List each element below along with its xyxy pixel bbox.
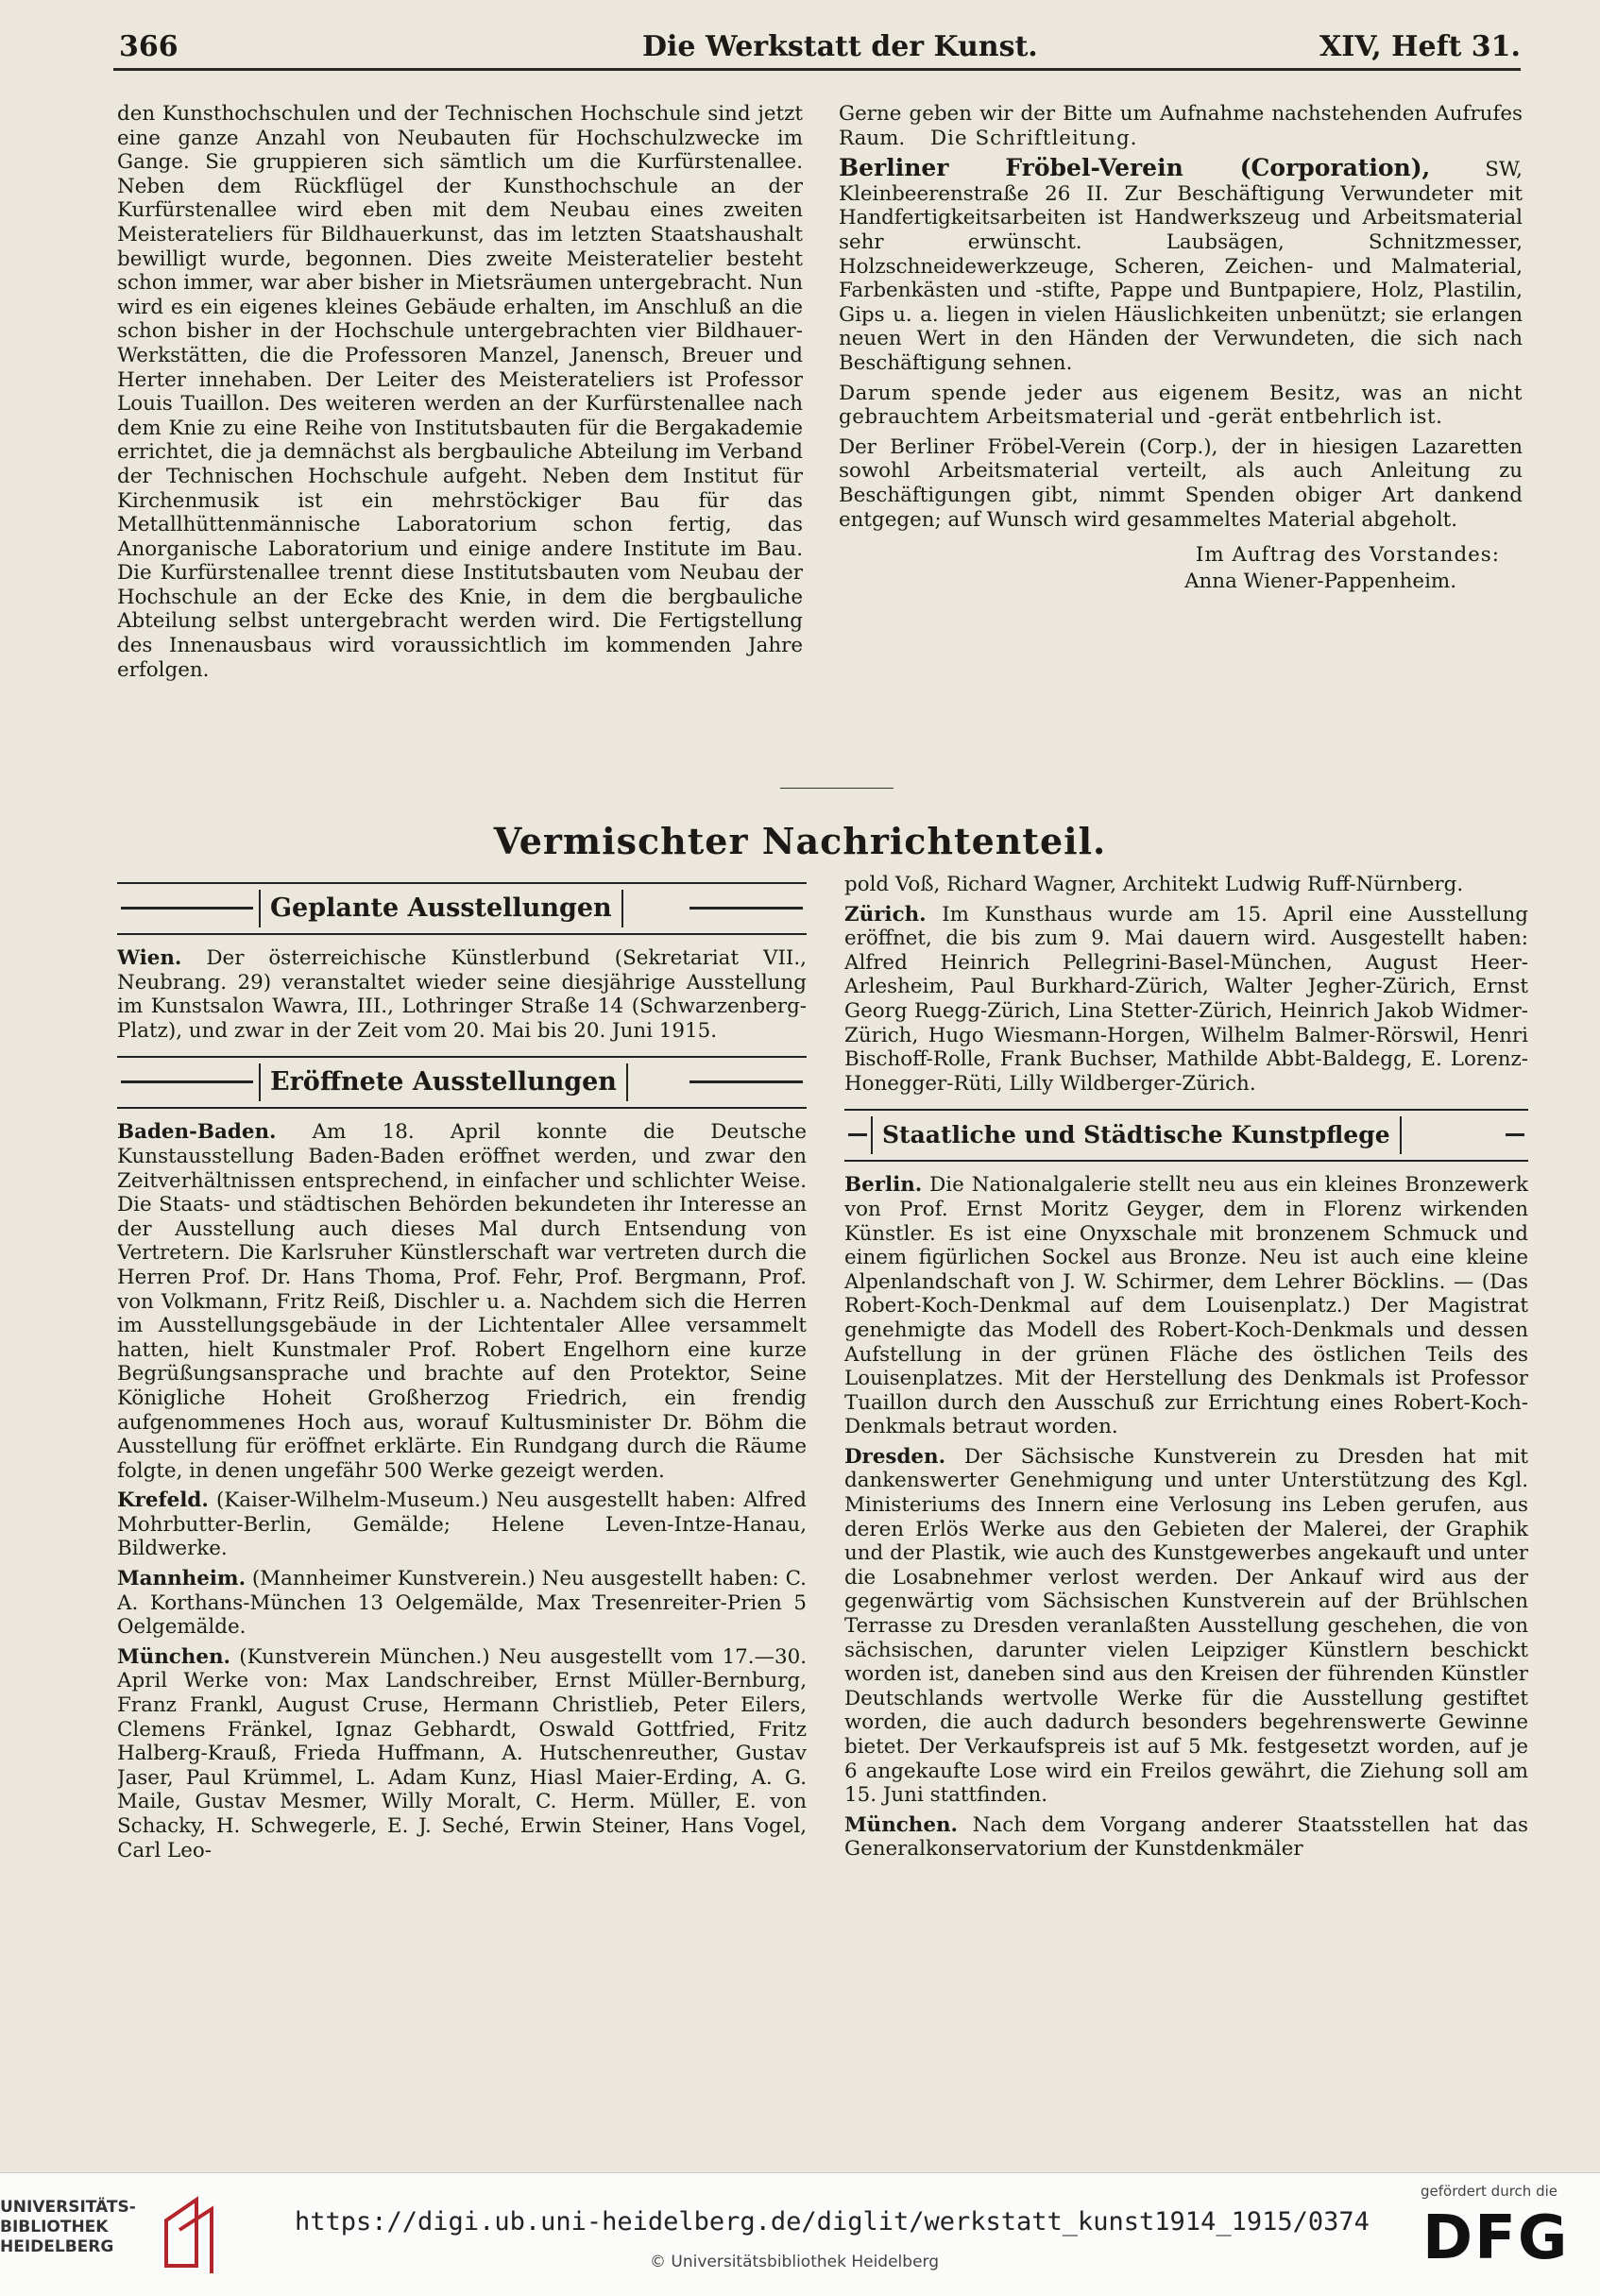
news-item: pold Voß, Richard Wagner, Architekt Ludwig Ruff-Nürnberg.	[844, 873, 1464, 896]
page-header	[113, 26, 1521, 71]
funding-note: gefördert durch die	[1421, 2183, 1557, 2200]
news-item: Baden-Baden. Am 18. April konnte die Deutsche Kunstausstellung Baden-Baden eröffnet werden, und zwar den Zeitverhältnissen entsprechend, in einfacher und schlichter Weise. Die Staats- und städtischen Behörden bekundeten ihr Interesse an der Ausstellung auch dieses Mal durch Entsendung von Vertretern. Die Karlsruher Künstlerschaft war vertreten durch die Herren Prof. Dr. Hans Thoma, Prof. Fehr, Prof. Bergmann, Prof. von Volkmann, Fritz Reiß, Dischler u. a. Nachdem sich die Herren im Ausstellungsgebäude in der Lichtentaler Allee versammelt hatten, hielt Kunstmaler Prof. Robert Engelhorn eine kurze Begrüßungsansprache und brachte auf den Protektor, Seine Königliche Hoheit Großherzog Friedrich, ein frendig aufgenommenes Hoch aus, worauf Kultusminister Dr. Böhm die Ausstellung für eröffnet erklärte. Ein Rundgang durch die Räume folgte, in denen ungefähr 500 Werke gezeigt werden.	[117, 1120, 807, 1483]
viewer-footer	[0, 2172, 1600, 2296]
divider	[780, 788, 894, 789]
library-logo-text: UNIVERSITÄTS- BIBLIOTHEK HEIDELBERG	[0, 2198, 136, 2256]
organization-name: Berliner Fröbel-Verein (Corporation),	[839, 154, 1431, 182]
heading-opened-exhibitions: Eröffnete Ausstellungen	[259, 1063, 628, 1101]
news-item: Krefeld. (Kaiser-Wilhelm-Museum.) Neu ausgestellt haben: Alfred Mohrbutter-Berlin, Gemälde; Helene Leven-Intze-Hanau, Bildwerke.	[117, 1488, 807, 1561]
right-news-column	[844, 873, 1528, 2091]
permalink-url[interactable]: https://digi.ub.uni-heidelberg.de/diglit/werkstatt_kunst1914_1915/0374	[295, 2207, 1370, 2236]
news-item: München. Nach dem Vorgang anderer Staatsstellen hat das Generalkonservatorium der Kunstdenkmäler	[844, 1812, 1528, 1862]
signature-name: Anna Wiener-Pappenheim.	[1184, 569, 1456, 593]
paragraph: den Kunsthochschulen und der Technischen Hochschule sind jetzt eine ganze Anzahl von Neubauten für Hochschulzwecke im Gange. Sie gruppieren sich sämtlich um die Kurfürstenallee. Neben dem Rückflügel der Kunsthochschule an der Kurfürstenallee wird eben mit dem Neubau eines zweiten Meisterateliers für Bildhauerkunst, das im letzten Staatshaushalt bewilligt wurde, begonnen. Dies zweite Meisteratelier besteht schon immer, war aber bisher in Mietsräumen untergebracht. Nun wird es ein eigenes kleines Gebäude erhalten, im Anschluß an die schon bisher in der Hochschule untergebrachten vier Bildhauer-Werkstätten, die die Professoren Manzel, Janensch, Breuer und Herter innehaben. Der Leiter des Meisterateliers ist Professor Louis Tuaillon. Des weiteren werden an der Kurfürstenallee nach dem Knie zu eine Reihe von Institutsbauten für die Bergakademie errichtet, die ja demnächst als bergbauliche Abteilung im Verband der Technischen Hochschule aufgeht. Neben dem Institut für Kirchenmusik ist ein mehrstöckiger Bau für das Metallhüttenmännische Laboratorium schon fertig, das Anorganische Laboratorium und einige andere Institute im Bau. Die Kurfürstenallee trennt diese Institutsbauten vom Neubau der Hochschule an der Ecke des Knie, in dem die bergbauliche Abteilung selbst untergebracht werden wird. Die Fertigstellung des Innenausbaus wird voraussichtlich im kommenden Jahre erfolgen.	[117, 102, 803, 682]
heading-state-art-care: Staatliche und Städtische Kunstpflege	[871, 1116, 1402, 1154]
article-continuation	[117, 102, 803, 778]
news-item: Zürich. Im Kunsthaus wurde am 15. April eine Ausstellung eröffnet, die bis zum 9. Mai dauern wird. Ausgestellt haben: Alfred Heinrich Pellegrini-Basel-München, August Heer-Arlesheim, Paul Burkhard-Zürich, Walter Jegher-Zürich, Ernst Georg Ruegg-Zürich, Lina Stetter-Zürich, Heinrich Jakob Widmer-Zürich, Hugo Wiesmann-Horgen, Wilhelm Balmer-Rörswil, Henri Bischoff-Rolle, Frank Buchser, Mathilde Abbt-Baldegg, E. Lorenz-Honegger-Rüti, Lilly Wildberger-Zürich.	[844, 902, 1528, 1096]
signature-line: Im Auftrag des Vorstandes:	[1195, 543, 1500, 568]
left-news-column	[117, 878, 807, 2087]
section-title: Vermischter Nachrichtenteil.	[493, 820, 1107, 862]
news-item: Wien. Der österreichische Künstlerbund (Sekretariat VII., Neubrang. 29) veranstaltet wieder seine diesjährige Ausstellung im Kunstsalon Wawra, III., Lothringer Straße 14 (Schwarzenberg-Platz), und zwar in der Zeit vom 20. Mai bis 20. Juni 1915.	[117, 946, 807, 1043]
page-number: 366	[119, 30, 179, 63]
heading-planned-exhibitions: Geplante Ausstellungen	[259, 890, 623, 927]
appeal-article	[839, 102, 1523, 782]
paragraph: Gerne geben wir der Bitte um Aufnahme nachstehenden Aufrufes Raum. Die Schriftleitung.	[839, 102, 1523, 150]
editorial-signature: Die Schriftleitung.	[930, 126, 1138, 150]
journal-title: Die Werkstatt der Kunst.	[642, 30, 1038, 63]
issue-label: XIV, Heft 31.	[1319, 30, 1521, 63]
heading-box	[844, 1109, 1528, 1162]
copyright-notice: © Universitätsbibliothek Heidelberg	[650, 2253, 940, 2271]
paragraph: Berliner Fröbel-Verein (Corporation), SW, Kleinbeerenstraße 26 II. Zur Beschäftigung Verwundeter mit Handfertigkeitsarbeiten ist Handwerkszeug und Arbeitsmaterial sehr erwünscht. Laubsägen, Schnitzmesser, Holzschneidewerkzeuge, Scheren, Zeichen- und Malmaterial, Farbenkästen und -stifte, Pappe und Buntpapiere, Holz, Plastilin, Gips u. a. liegen in vielen Häuslichkeiten unbenützt; sie erlangen neuen Wert in den Händen der Verwundeten, die sich nach Beschäftigung sehnen.	[839, 154, 1523, 375]
heading-box	[117, 882, 807, 935]
paragraph: Darum spende jeder aus eigenem Besitz, was an nicht gebrauchtem Arbeitsmaterial und -gerät entbehrlich ist.	[839, 381, 1523, 430]
news-item: München. (Kunstverein München.) Neu ausgestellt vom 17.—30. April Werke von: Max Landschreiber, Ernst Müller-Bernburg, Franz Frankl, August Cruse, Hermann Christlieb, Peter Eilers, Clemens Fränkel, Ignaz Gebhardt, Oswald Gottfried, Fritz Halberg-Krauß, Frieda Huffmann, A. Hutschenreuther, Gustav Jaser, Paul Krümmel, L. Adam Kunz, Hiasl Maier-Erding, A. G. Maile, Gustav Mesmer, Willy Moralt, C. Herm. Müller, E. von Schacky, H. Schwegerle, E. J. Seché, Erwin Steiner, Hans Vogel, Carl Leo-	[117, 1644, 807, 1862]
paragraph: Der Berliner Fröbel-Verein (Corp.), der in hiesigen Lazaretten sowohl Arbeitsmaterial verteilt, als auch Anleitung zu Beschäftigungen gibt, nimmt Spenden obiger Art dankend entgegen; auf Wunsch wird gesammeltes Material abgeholt.	[839, 434, 1523, 532]
news-item: Dresden. Der Sächsische Kunstverein zu Dresden hat mit dankenswerter Genehmigung und unter Unterstützung des Kgl. Ministeriums des Innern eine Verlosung ins Leben gerufen, aus deren Erlös Werke aus den Gebieten der Malerei, der Graphik und der Plastik, wie auch des Kunstgewerbes angekauft und unter die Losabnehmer verlost werden. Der Ankauf wird aus der gegenwärtig vom Sächsischen Kunstverein auf der Brühlschen Terrasse zu Dresden veranlaßten Ausstellung geschehen, die von sächsischen, darunter vielen Leipziger Künstlern beschickt worden ist, daneben sind aus den Kreisen der führenden Künstler Deutschlands wertvolle Werke für die Ausstellung gestiftet worden, die auch dadurch besonders begehrenswerte Gewinne bietet. Der Verkaufspreis ist auf 5 Mk. festgesetzt worden, auf je 6 angekaufte Lose wird ein Freilos gewährt, die Ziehung soll am 15. Juni stattfinden.	[844, 1444, 1528, 1808]
news-item: Mannheim. (Mannheimer Kunstverein.) Neu ausgestellt haben: C. A. Korthans-München 13 Oelgemälde, Max Tresenreiter-Prien 5 Oelgemälde.	[117, 1567, 807, 1640]
heading-box	[117, 1056, 807, 1109]
dfg-logo: DFG	[1422, 2203, 1570, 2273]
news-item: Berlin. Die Nationalgalerie stellt neu aus ein kleines Bronzewerk von Prof. Ernst Moritz Geyger, dem in Florenz wirkenden Künstler. Es ist eine Onyxschale mit bronzenem Schmuck und einem figürlichen Sockel aus Bronze. Neu ist auch eine kleine Alpenlandschaft von J. W. Schirmer, dem Lehrer Böcklins. — (Das Robert-Koch-Denkmal auf dem Louisenplatz.) Der Magistrat genehmigte das Modell des Robert-Koch-Denkmals und dessen Aufstellung in der grünen Fläche des östlichen Teils des Louisenplatzes. Mit der Herstellung des Denkmals ist Professor Tuaillon durch den Ausschuß zur Errichtung eines Robert-Koch-Denkmals betraut worden.	[844, 1173, 1528, 1439]
library-logo-icon	[159, 2192, 225, 2273]
